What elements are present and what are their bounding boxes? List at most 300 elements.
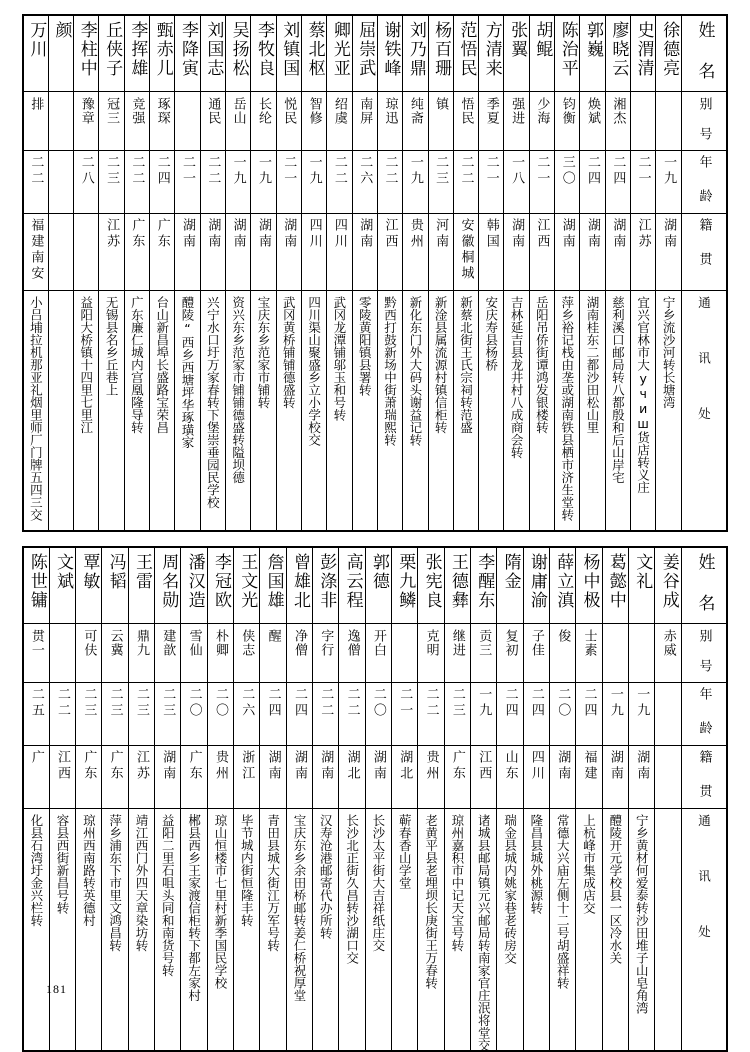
- table-cell-age: [150, 151, 175, 214]
- table-cell-alias: [102, 623, 128, 682]
- table-cell-alias: [155, 623, 181, 682]
- table-cell-native: [418, 745, 444, 808]
- table-cell-address: [76, 808, 102, 1051]
- table-cell-alias: [339, 623, 365, 682]
- cell-text: 胡鲲: [532, 21, 553, 59]
- table-cell-age: [444, 682, 470, 745]
- table-cell-age: [453, 151, 478, 214]
- table-cell-name: [339, 547, 365, 624]
- cell-text: 镇: [433, 97, 449, 111]
- cell-text: 绍虞: [331, 97, 347, 125]
- table-cell-address: [155, 808, 181, 1051]
- cell-text: 二二: [331, 155, 347, 187]
- cell-text: 吉林延吉县龙井村八成商会转: [509, 296, 525, 459]
- table-cell-alias: [327, 92, 352, 151]
- cell-text: 通民: [205, 97, 221, 125]
- table-cell-name: [276, 15, 301, 92]
- cell-text: 钧衡: [559, 97, 575, 125]
- cell-text: 王雷: [131, 552, 152, 591]
- cell-text: 二三: [433, 155, 449, 187]
- table-cell-alias: [76, 623, 102, 682]
- table-cell-alias: [181, 623, 207, 682]
- table-cell-native: [99, 214, 124, 291]
- cell-text: 湖南: [255, 218, 271, 250]
- cell-text: 武冈黄桥铺铺德盛转: [281, 296, 297, 409]
- table-cell-age: [226, 151, 251, 214]
- cell-text: 刘乃鼎: [405, 21, 426, 78]
- table-cell-native: [124, 214, 149, 291]
- table-cell-alias: [555, 92, 580, 151]
- table-cell-age: [155, 682, 181, 745]
- table-cell-name: [504, 15, 529, 92]
- table-cell-address: [523, 808, 549, 1051]
- cell-text: 史渭清: [633, 21, 654, 78]
- cell-text: 湖南: [205, 218, 221, 250]
- cell-text: 二三: [133, 686, 149, 719]
- table-cell-alias: [504, 92, 529, 151]
- cell-text: 一九: [407, 155, 423, 187]
- table-cell-name: [99, 15, 124, 92]
- table-cell-alias: [207, 623, 233, 682]
- cell-text: 萍乡裕记栈由垄或湖南铁县栖市济生堂转: [559, 296, 575, 521]
- cell-text: 贵州: [423, 749, 439, 782]
- column-header-name: [682, 547, 728, 624]
- cell-text: 屈崇武: [355, 21, 376, 78]
- cell-text: 郭巍: [583, 21, 604, 59]
- cell-text: 宝庆东乡余田桥邮转姜仁桥祝厚堂: [291, 813, 307, 1001]
- table-cell-age: [403, 151, 428, 214]
- cell-text: 四川渠山聚盛乡立小学校交: [306, 296, 322, 446]
- cell-text: 二〇: [212, 686, 228, 719]
- cell-text: 四川: [528, 749, 544, 782]
- cell-text: 湖北: [344, 749, 360, 782]
- table-cell-address: [453, 291, 478, 531]
- cell-text: 曾雄北: [289, 552, 310, 610]
- cell-text: 士素: [581, 628, 597, 657]
- table-cell-native: [453, 214, 478, 291]
- roster-table-bottom: [22, 546, 728, 1052]
- cell-text: 廖晓云: [608, 21, 629, 78]
- cell-text: 纯斋: [407, 97, 423, 125]
- table-cell-native: [605, 214, 630, 291]
- cell-text: 湖南: [265, 749, 281, 782]
- table-cell-address: [260, 808, 286, 1051]
- table-cell-alias: [631, 92, 656, 151]
- table-cell-age: [655, 682, 682, 745]
- cell-text: 朴卿: [212, 628, 228, 657]
- table-cell-address: [631, 291, 656, 531]
- table-cell-alias: [276, 92, 301, 151]
- cell-text: 湘杰: [610, 97, 626, 125]
- cell-text: 覃敏: [79, 552, 100, 591]
- cell-text: 二四: [502, 686, 518, 719]
- cell-text: 杨中极: [579, 552, 600, 610]
- cell-text: 宝庆东乡范家市铺转: [255, 296, 271, 409]
- table-cell-age: [428, 151, 453, 214]
- table-cell-address: [418, 808, 444, 1051]
- table-cell-name: [365, 547, 391, 624]
- table-cell-alias: [580, 92, 605, 151]
- table-cell-age: [128, 682, 154, 745]
- table-cell-age: [260, 682, 286, 745]
- table-cell-age: [102, 682, 128, 745]
- cell-text: 益阳二里石咀头同和南货号转: [160, 813, 176, 976]
- cell-text: 长纶: [255, 97, 271, 125]
- cell-text: 湖北: [397, 749, 413, 782]
- cell-text: 李降寅: [178, 21, 199, 78]
- cell-text: 谢铁峰: [380, 21, 401, 78]
- cell-text: 琼州嘉积市中记天宝号转: [449, 813, 465, 951]
- table-cell-age: [550, 682, 576, 745]
- table-cell-native: [175, 214, 200, 291]
- table-cell-alias: [523, 623, 549, 682]
- cell-text: 二一: [180, 155, 196, 187]
- cell-text: 强进: [509, 97, 525, 125]
- table-cell-native: [655, 745, 682, 808]
- table-cell-address: [124, 291, 149, 531]
- table-cell-age: [327, 151, 352, 214]
- table-cell-alias: [576, 623, 602, 682]
- header-text: 通 讯 处: [696, 296, 712, 434]
- table-cell-native: [629, 745, 655, 808]
- cell-text: 二五: [28, 686, 44, 719]
- cell-text: 台山新昌埠长盛路宝荣昌: [154, 296, 170, 434]
- table-cell-name: [301, 15, 326, 92]
- table-cell-alias: [453, 92, 478, 151]
- cell-text: 湖南: [585, 218, 601, 250]
- table-cell-name: [655, 547, 682, 624]
- table-cell-address: [352, 291, 377, 531]
- cell-text: 新淦县属流源村镇信柜转: [433, 296, 449, 434]
- cell-text: 醴陵“西乡西塘坪华琢璜家: [180, 296, 196, 449]
- table-cell-name: [471, 547, 497, 624]
- cell-text: 排: [28, 97, 44, 111]
- cell-text: 萍乡浦东下市里文鸿昌转: [107, 813, 123, 951]
- table-cell-alias: [99, 92, 124, 151]
- table-cell-address: [602, 808, 628, 1051]
- table-cell-address: [234, 808, 260, 1051]
- cell-text: 王德彝: [447, 552, 468, 610]
- table-cell-name: [286, 547, 312, 624]
- cell-text: 新化东门外大码头谢益记转: [407, 296, 423, 446]
- cell-text: 冯韬: [105, 552, 126, 591]
- cell-text: 武冈龙潭铺邬玉和号转: [331, 296, 347, 421]
- table-cell-alias: [392, 623, 418, 682]
- table-cell-name: [49, 547, 75, 624]
- cell-text: 常德大兴庙左侧十二号胡盛祥转: [555, 813, 571, 989]
- cell-text: 智修: [306, 97, 322, 125]
- cell-text: 二一: [397, 686, 413, 719]
- cell-text: 文斌: [52, 552, 73, 591]
- table-cell-name: [74, 15, 99, 92]
- cell-text: 侠志: [239, 628, 255, 657]
- table-cell-native: [150, 214, 175, 291]
- table-cell-address: [576, 808, 602, 1051]
- cell-text: 湖南: [357, 218, 373, 250]
- cell-text: 二〇: [186, 686, 202, 719]
- table-cell-age: [497, 682, 523, 745]
- table-cell-native: [403, 214, 428, 291]
- cell-text: 二二: [54, 686, 70, 719]
- cell-text: 隆昌县城外桃源转: [528, 813, 544, 914]
- cell-text: 二四: [154, 155, 170, 187]
- table-cell-address: [286, 808, 312, 1051]
- table-cell-address: [301, 291, 326, 531]
- cell-text: 贯一: [28, 628, 44, 657]
- cell-text: 黔西打鼓新场中街萧瑞熙转: [382, 296, 398, 446]
- table-cell-native: [207, 745, 233, 808]
- cell-text: 广东廉仁城内宫凰隆导转: [129, 296, 145, 434]
- table-cell-name: [392, 547, 418, 624]
- table-cell-age: [99, 151, 124, 214]
- table-cell-native: [631, 214, 656, 291]
- cell-text: 二八: [78, 155, 94, 187]
- cell-text: 蕲春香山学堂: [397, 813, 413, 889]
- cell-text: 李挥雄: [127, 21, 148, 78]
- table-cell-native: [181, 745, 207, 808]
- cell-text: 陈治平: [557, 21, 578, 78]
- cell-text: 二一: [281, 155, 297, 187]
- table-cell-name: [327, 15, 352, 92]
- table-cell-native: [76, 745, 102, 808]
- table-cell-native: [580, 214, 605, 291]
- table-cell-address: [150, 291, 175, 531]
- cell-text: 湖南: [607, 749, 623, 782]
- table-cell-native: [276, 214, 301, 291]
- cell-text: 广东: [129, 218, 145, 250]
- table-cell-age: [656, 151, 682, 214]
- table-cell-alias: [365, 623, 391, 682]
- cell-text: 二三: [449, 686, 465, 719]
- cell-text: 宁乡黄材何爱泰转沙田堆子山皂角湾: [634, 813, 650, 1014]
- cell-text: 二二: [458, 155, 474, 187]
- column-header-name: [682, 15, 728, 92]
- page-number: 181: [46, 982, 67, 996]
- table-cell-address: [580, 291, 605, 531]
- cell-text: 二二: [129, 155, 145, 187]
- cell-text: 薛立滇: [553, 552, 574, 610]
- cell-text: 瑞金县城内姚家巷老砖房交: [502, 813, 518, 964]
- cell-text: 资兴东乡范家市铺铺德盛转隘坝德: [230, 296, 246, 484]
- cell-text: 刘镇国: [279, 21, 300, 78]
- table-cell-alias: [655, 623, 682, 682]
- cell-text: 长沙北正街久昌转沙湖口交: [344, 813, 360, 964]
- cell-text: 开白: [370, 628, 386, 657]
- table-cell-name: [605, 15, 630, 92]
- cell-text: 湖南: [634, 749, 650, 782]
- cell-text: 江西: [54, 749, 70, 782]
- table-cell-native: [479, 214, 504, 291]
- table-cell-age: [313, 682, 339, 745]
- table-cell-native: [49, 745, 75, 808]
- cell-text: 周名勋: [158, 552, 179, 610]
- table-cell-name: [580, 15, 605, 92]
- cell-text: 宁乡流沙河转长塘湾: [661, 296, 677, 409]
- table-cell-age: [23, 151, 48, 214]
- table-cell-native: [497, 745, 523, 808]
- cell-text: 慈利溪口邮局转八都殷和后山岸宅: [610, 296, 626, 484]
- table-cell-address: [550, 808, 576, 1051]
- table-cell-native: [392, 745, 418, 808]
- table-cell-native: [444, 745, 470, 808]
- table-cell-alias: [74, 92, 99, 151]
- table-cell-name: [656, 15, 682, 92]
- cell-text: 岳阳吊侨街谭鸿发银楼转: [534, 296, 550, 434]
- cell-text: 继进: [449, 628, 465, 657]
- table-cell-name: [181, 547, 207, 624]
- cell-text: 南屏: [357, 97, 373, 125]
- cell-text: 三〇: [559, 155, 575, 187]
- cell-text: 四川: [306, 218, 322, 250]
- table-cell-name: [555, 15, 580, 92]
- table-cell-address: [655, 808, 682, 1051]
- table-cell-address: [529, 291, 554, 531]
- cell-text: 浙江: [239, 749, 255, 782]
- cell-text: 江西: [534, 218, 550, 250]
- table-cell-name: [200, 15, 225, 92]
- cell-text: 二三: [160, 686, 176, 719]
- table-cell-age: [392, 682, 418, 745]
- column-header-native: [682, 745, 728, 808]
- header-text: 别 号: [696, 97, 712, 141]
- cell-text: 上杭峰市集成店交: [581, 813, 597, 914]
- table-cell-age: [234, 682, 260, 745]
- cell-text: 二六: [239, 686, 255, 719]
- table-cell-age: [286, 682, 312, 745]
- table-cell-native: [471, 745, 497, 808]
- table-cell-alias: [48, 92, 73, 151]
- cell-text: 克明: [423, 628, 439, 657]
- table-cell-age: [555, 151, 580, 214]
- cell-text: 老黄平县老埋坝长庚街王万春转: [423, 813, 439, 989]
- cell-text: 宜兴官林市大учиш货店转义庄: [635, 296, 651, 494]
- table-cell-alias: [497, 623, 523, 682]
- table-row: [23, 151, 727, 214]
- table-row: [23, 745, 727, 808]
- table-cell-alias: [260, 623, 286, 682]
- table-cell-address: [99, 291, 124, 531]
- cell-text: 湖南: [610, 218, 626, 250]
- cell-text: 李牧良: [253, 21, 274, 78]
- cell-text: 刘国志: [203, 21, 224, 78]
- table-cell-name: [479, 15, 504, 92]
- header-text: 年 龄: [696, 155, 712, 205]
- cell-text: 兴宁水口圩万家春转下堡崇垂园民学校: [205, 296, 221, 509]
- table-cell-native: [23, 214, 48, 291]
- cell-text: 广东: [154, 218, 170, 250]
- table-cell-alias: [251, 92, 276, 151]
- cell-text: 二二: [344, 686, 360, 719]
- cell-text: 陈世镛: [26, 552, 47, 610]
- table-cell-address: [403, 291, 428, 531]
- table-cell-native: [327, 214, 352, 291]
- table-cell-name: [48, 15, 73, 92]
- cell-text: 醴陵开元学校县一区冷水关: [607, 813, 623, 964]
- table-cell-native: [529, 214, 554, 291]
- cell-text: 无锡县名乡丘巷上: [104, 296, 120, 396]
- cell-text: 蔡北枢: [304, 21, 325, 78]
- table-cell-alias: [629, 623, 655, 682]
- table-cell-age: [339, 682, 365, 745]
- cell-text: 郭德: [368, 552, 389, 591]
- table-cell-name: [418, 547, 444, 624]
- header-text: 籍 贯: [696, 218, 712, 268]
- table-cell-name: [631, 15, 656, 92]
- table-cell-native: [251, 214, 276, 291]
- cell-text: 丘侠子: [102, 21, 123, 78]
- cell-text: 一九: [230, 155, 246, 187]
- table-cell-alias: [301, 92, 326, 151]
- cell-text: 赤威: [660, 628, 676, 657]
- cell-text: 悟民: [458, 97, 474, 125]
- cell-text: 二二: [205, 155, 221, 187]
- cell-text: 颜: [51, 21, 72, 40]
- cell-text: 琼迅: [382, 97, 398, 125]
- table-cell-name: [260, 547, 286, 624]
- table-row: [23, 808, 727, 1051]
- table-cell-age: [471, 682, 497, 745]
- cell-text: 广东: [186, 749, 202, 782]
- cell-text: 韩国: [483, 218, 499, 250]
- table-cell-name: [23, 547, 49, 624]
- cell-text: 安徽桐城: [458, 218, 474, 282]
- cell-text: 谢庸渝: [526, 552, 547, 610]
- table-cell-alias: [226, 92, 251, 151]
- cell-text: 张翼: [507, 21, 528, 59]
- table-cell-name: [403, 15, 428, 92]
- table-cell-name: [76, 547, 102, 624]
- table-cell-alias: [150, 92, 175, 151]
- table-cell-age: [631, 151, 656, 214]
- cell-text: 一八: [509, 155, 525, 187]
- table-cell-age: [352, 151, 377, 214]
- cell-text: 安庆寿县杨桥: [483, 296, 499, 371]
- table-cell-address: [629, 808, 655, 1051]
- table-cell-age: [49, 682, 75, 745]
- cell-text: 琼山恒楼市七里村新季国民学校: [212, 813, 228, 989]
- table-cell-address: [605, 291, 630, 531]
- cell-text: 二四: [585, 155, 601, 187]
- cell-text: 彭涤非: [316, 552, 337, 610]
- cell-text: 建歆: [160, 628, 176, 657]
- cell-text: 云冀: [107, 628, 123, 657]
- table-cell-name: [207, 547, 233, 624]
- table-cell-age: [602, 682, 628, 745]
- table-cell-native: [200, 214, 225, 291]
- column-header-alias: [682, 92, 728, 151]
- cell-text: 湖南: [180, 218, 196, 250]
- cell-text: 湖南: [509, 218, 525, 250]
- cell-text: 二三: [107, 686, 123, 719]
- table-cell-native: [74, 214, 99, 291]
- table-cell-age: [580, 151, 605, 214]
- table-cell-alias: [200, 92, 225, 151]
- cell-text: 高云程: [342, 552, 363, 610]
- cell-text: 长沙太平街大吉祥纸庄交: [370, 813, 386, 951]
- cell-text: 二三: [104, 155, 120, 187]
- cell-text: 复初: [502, 628, 518, 657]
- cell-text: 冠三: [104, 97, 120, 125]
- cell-text: 王文光: [237, 552, 258, 610]
- cell-text: 二一: [635, 155, 651, 187]
- table-cell-age: [276, 151, 301, 214]
- cell-text: 小吕埔拉机那亚礼烟里师厂门牌五四三交: [28, 296, 44, 521]
- cell-text: 湖南: [555, 749, 571, 782]
- column-header-age: [682, 151, 728, 214]
- table-cell-native: [155, 745, 181, 808]
- table-cell-name: [629, 547, 655, 624]
- table-cell-native: [550, 745, 576, 808]
